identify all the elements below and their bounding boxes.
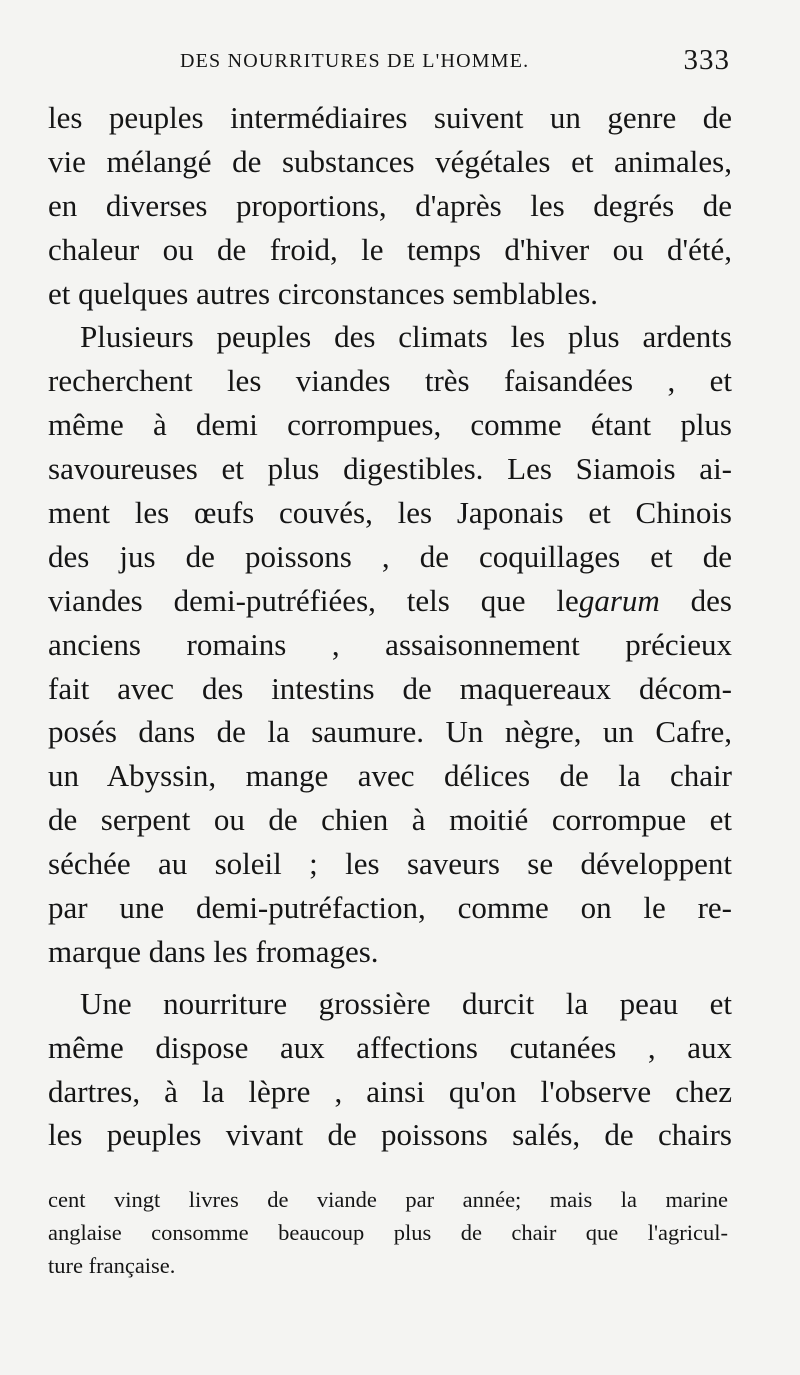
text-line-head: viandes demi-putréfiées, tels que le — [48, 582, 579, 618]
footnote-line: cent vingt livres de viande par année; mais la marine — [48, 1187, 728, 1212]
running-title: DES NOURRITURES DE L'HOMME. — [180, 50, 530, 72]
text-line: vie mélangé de substances végétales et animales, — [48, 143, 732, 179]
text-line: savoureuses et plus digestibles. Les Siamois ai- — [48, 451, 732, 487]
text-line: séchée au soleil ; les saveurs se développent — [48, 846, 732, 882]
text-line: les peuples intermédiaires suivent un genre de — [48, 100, 732, 135]
text-line: les peuples vivant de poissons salés, de chairs — [48, 1117, 732, 1153]
text-line: en diverses proportions, d'après les degrés de — [48, 187, 732, 223]
text-line-with-italic — [48, 579, 732, 623]
text-line: de serpent ou de chien à moitié corrompue et — [48, 802, 732, 838]
text-line: ment les œufs couvés, les Japonais et Chinois — [48, 495, 732, 531]
page-number: 333 — [683, 44, 730, 76]
text-line: recherchent les viandes très faisandées , et — [48, 363, 732, 399]
footnote-line: ture française. — [48, 1253, 176, 1278]
main-text — [48, 96, 732, 1157]
text-line: par une demi-putréfaction, comme on le re- — [48, 890, 732, 926]
text-line: fait avec des intestins de maquereaux décom- — [48, 670, 732, 706]
text-line: dartres, à la lèpre , ainsi qu'on l'observe chez — [48, 1073, 732, 1109]
page-header — [48, 44, 730, 80]
text-line-tail: des — [659, 582, 732, 618]
text-line: même à demi corrompues, comme étant plus — [48, 407, 732, 443]
paragraph-start-line: Une nourriture grossière durcit la peau et — [80, 985, 732, 1021]
footnote-line: anglaise consomme beaucoup plus de chair que l'agricul- — [48, 1220, 728, 1245]
paragraph-start-line: Plusieurs peuples des climats les plus ardents — [80, 319, 732, 355]
text-line: un Abyssin, mange avec délices de la chair — [48, 758, 732, 794]
text-line: marque dans les fromages. — [48, 933, 379, 969]
text-line: des jus de poissons , de coquillages et de — [48, 538, 732, 574]
footnote — [48, 1183, 728, 1282]
text-line: même dispose aux affections cutanées , aux — [48, 1029, 732, 1065]
text-line: chaleur ou de froid, le temps d'hiver ou d'été, — [48, 231, 732, 267]
text-line: anciens romains , assaisonnement précieux — [48, 626, 732, 662]
italic-term: garum — [578, 582, 660, 618]
text-line: posés dans de la saumure. Un nègre, un Cafre, — [48, 714, 732, 750]
text-line: et quelques autres circonstances semblables. — [48, 275, 599, 311]
